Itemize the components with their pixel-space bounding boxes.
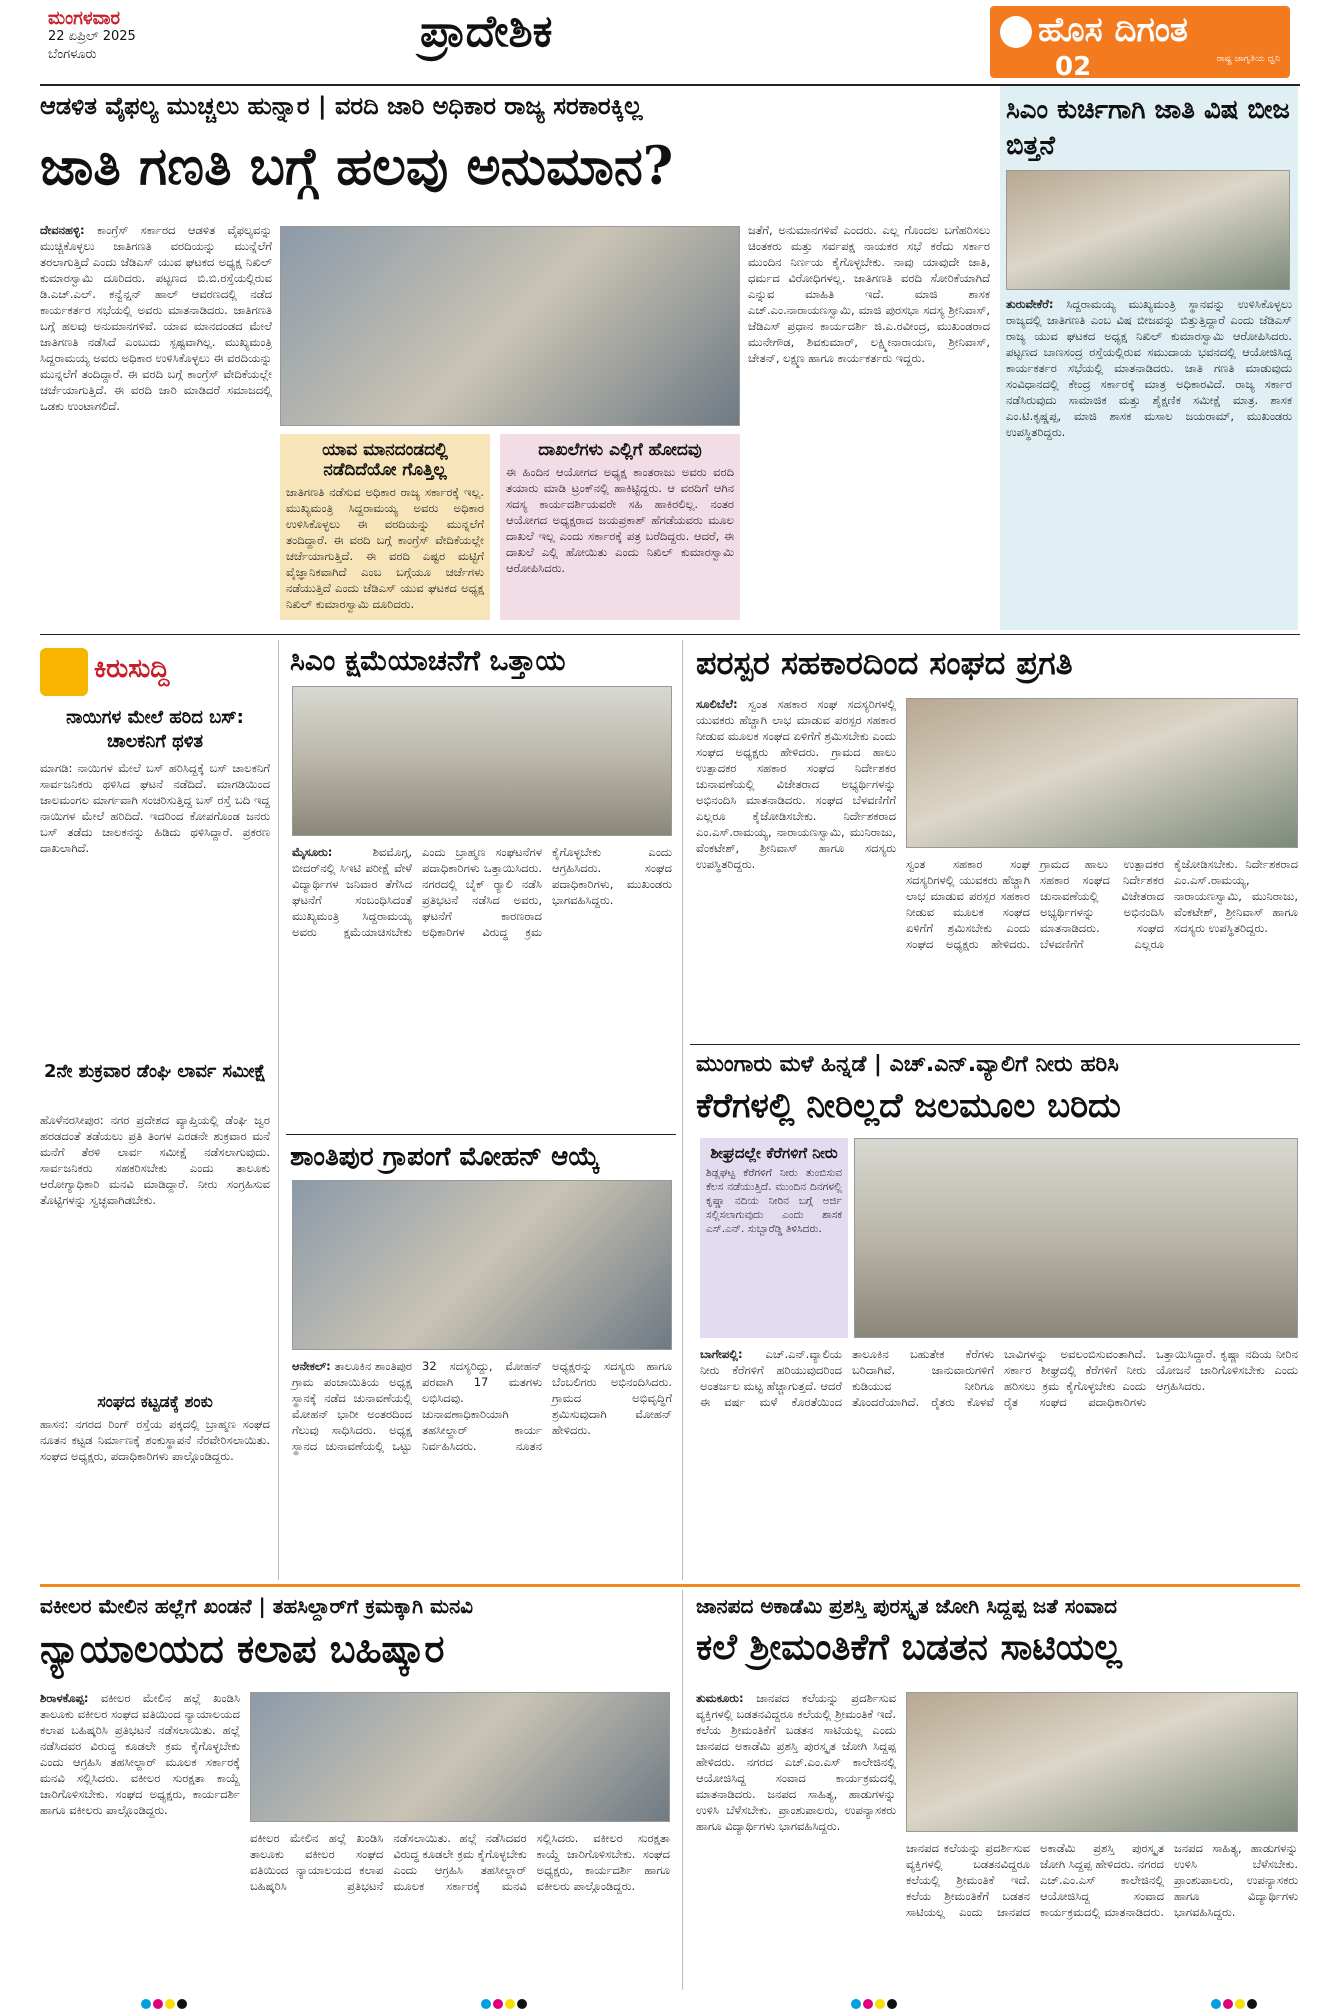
- art-headline: ಕಲೆ ಶ್ರೀಮಂತಿಕೆಗೆ ಬಡತನ ಸಾಟಿಯಲ್ಲ: [696, 1626, 1122, 1668]
- lead-body-col2: ಜತೆಗೆ, ಅನುಮಾನಗಳಿವೆ ಎಂದರು. ಎಲ್ಲ ಗೊಂದಲ ಬಗೆಹರಿಸಲು ಚಿಂತಕರು ಮತ್ತು ಸರ್ವಪಕ್ಷ ನಾಯಕರ ಸಭೆ ಕರೆದು ಸರ್ಕಾರ ಮುಂದಿನ ನಿರ್ಣಯ ಕೈಗೊಳ್ಳಬೇಕು. ನಾವು ಯಾವುದೇ ಜಾತಿ, ಧರ್ಮದ ವಿರೋಧಿಗಳಲ್ಲ. ಜಾತಿಗಣತಿ ವರದಿ ಸೋರಿಕೆಯಾಗಿದೆ ಎನ್ನುವ ಮಾಹಿತಿ ಇದೆ. ಮಾಜಿ ಶಾಸಕ ಎಚ್.ಎಂ.ನಾರಾಯಣಸ್ವಾಮಿ, ಮಾಜಿ ಪುರಸಭಾ ಸದಸ್ಯ ಶ್ರೀನಿವಾಸ್, ಜೆಡಿಎಸ್ ಪ್ರಧಾನ ಕಾರ್ಯದರ್ಶಿ ಜಿ.ಎ.ರವೀಂದ್ರ, ಮುಖಂಡರಾದ ಮುನೇಗೌಡ, ಶಿವಕುಮಾರ್, ಲಕ್ಷ್ಮೀನಾರಾಯಣ, ಶ್ರೀನಿವಾಸ್, ಚೇತನ್, ಲಕ್ಷ್ಮಣ ಹಾಗೂ ಕಾರ್ಯಕರ್ತರು ಇದ್ದರು.: [748, 223, 990, 365]
- lead-box1-text: ಜಾತಿಗಣತಿ ನಡೆಸುವ ಅಧಿಕಾರ ರಾಜ್ಯ ಸರ್ಕಾರಕ್ಕೆ ಇಲ್ಲ. ಮುಖ್ಯಮಂತ್ರಿ ಸಿದ್ದರಾಮಯ್ಯ ಅವರು ಅಧಿಕಾರ ಉಳಿಸಿಕೊಳ್ಳಲು ಈ ವರದಿಯನ್ನು ಮುನ್ನಲೆಗೆ ತಂದಿದ್ದಾರೆ. ಈ ವರದಿ ಬಗ್ಗೆ ಕಾಂಗ್ರೆಸ್ ವೇದಿಕೆಯಲ್ಲೇ ಚರ್ಚೆಯಾಗುತ್ತಿದೆ. ಈ ವರದಿ ಎಷ್ಟರ ಮಟ್ಟಿಗೆ ವೈಜ್ಞಾನಿಕವಾಗಿದೆ ಎಂಬ ಬಗ್ಗೆಯೂ ಚರ್ಚೆಗಳು ನಡೆಯುತ್ತಿದೆ ಎಂದು ಜೆಡಿಎಸ್ ಯುವ ಘಟಕದ ಅಧ್ಯಕ್ಷ ನಿಖಿಲ್ ಕುಮಾರಸ್ವಾಮಿ ದೂರಿದರು.: [286, 485, 484, 611]
- cm-dateline: ಮೈಸೂರು:: [292, 845, 333, 859]
- court-body: ಶಿರಾಳಕೊಪ್ಪ: ವಕೀಲರ ಮೇಲಿನ ಹಲ್ಲೆ ಖಂಡಿಸಿ ತಾಲೂಕು ವಕೀಲರ ಸಂಘದ ವತಿಯಿಂದ ನ್ಯಾಯಾಲಯದ ಕಲಾಪ ಬಹಿಷ್ಕರಿಸಿ ಪ್ರತಿಭಟನೆ ನಡೆಸಲಾಯಿತು. ಹಲ್ಲೆ ನಡೆಸಿದವರ ವಿರುದ್ಧ ಕೂಡಲೇ ಕ್ರಮ ಕೈಗೊಳ್ಳಬೇಕು ಎಂದು ಆಗ್ರಹಿಸಿ ತಹಸೀಲ್ದಾರ್ ಮೂಲಕ ಸರ್ಕಾರಕ್ಕೆ ಮನವಿ ಸಲ್ಲಿಸಿದರು. ವಕೀಲರ ಸುರಕ್ಷತಾ ಕಾಯ್ದೆ ಜಾರಿಗೊಳಿಸಬೇಕು. ಸಂಘದ ಅಧ್ಯಕ್ಷರು, ಕಾರ್ಯದರ್ಶಿ ಹಾಗೂ ವಕೀಲರು ಪಾಲ್ಗೊಂಡಿದ್ದರು.: [40, 1691, 240, 1817]
- art-kicker: ಜಾನಪದ ಅಕಾಡೆಮಿ ಪ್ರಶಸ್ತಿ ಪುರಸ್ಕೃತ ಜೋಗಿ ಸಿದ್ದಪ್ಪ ಜತೆ ಸಂವಾದ: [696, 1594, 1117, 1618]
- art-dateline: ತುಮಕೂರು:: [696, 1691, 744, 1705]
- side-body: ತುರುವೇಕೆರೆ: ಸಿದ್ದರಾಮಯ್ಯ ಮುಖ್ಯಮಂತ್ರಿ ಸ್ಥಾನವನ್ನು ಉಳಿಸಿಕೊಳ್ಳಲು ರಾಜ್ಯದಲ್ಲಿ ಜಾತಿಗಣತಿ ಎಂಬ ವಿಷ ಬೀಜವನ್ನು ಬಿತ್ತುತ್ತಿದ್ದಾರೆ ಎಂದು ಜೆಡಿಎಸ್ ರಾಜ್ಯ ಯುವ ಘಟಕದ ಅಧ್ಯಕ್ಷ ನಿಖಿಲ್ ಕುಮಾರಸ್ವಾಮಿ ಆರೋಪಿಸಿದರು. ಪಟ್ಟಣದ ಬಾಣಸಂದ್ರ ರಸ್ತೆಯಲ್ಲಿರುವ ಸಮುದಾಯ ಭವನದಲ್ಲಿ ಆಯೋಜಿಸಿದ್ದ ಕಾರ್ಯಕರ್ತರ ಸಭೆಯಲ್ಲಿ ಮಾತನಾಡಿದರು. ಜಾತಿ ಗಣತಿ ಮಾಡುವುದು ಸಂವಿಧಾನದಲ್ಲಿ ಕೇಂದ್ರ ಸರ್ಕಾರಕ್ಕೆ ಮಾತ್ರ ಅಧಿಕಾರವಿದೆ. ರಾಜ್ಯ ಸರ್ಕಾರ ನಡೆಸಿರುವುದು ಸಾಮಾಜಿಕ ಮತ್ತು ಶೈಕ್ಷಣಿಕ ಸಮೀಕ್ಷೆ ಮಾತ್ರ. ಶಾಸಕ ಎಂ.ಟಿ.ಕೃಷ್ಣಪ್ಪ, ಮಾಜಿ ಶಾಸಕ ಮಸಾಲ ಜಯರಾಮ್, ಮುಖಂಡರು ಉಪಸ್ಥಿತರಿದ್ದರು.: [1006, 297, 1292, 439]
- court-body-cont: ವಕೀಲರ ಮೇಲಿನ ಹಲ್ಲೆ ಖಂಡಿಸಿ ತಾಲೂಕು ವಕೀಲರ ಸಂಘದ ವತಿಯಿಂದ ನ್ಯಾಯಾಲಯದ ಕಲಾಪ ಬಹಿಷ್ಕರಿಸಿ ಪ್ರತಿಭಟನೆ ನಡೆಸಲಾಯಿತು. ಹಲ್ಲೆ ನಡೆಸಿದವರ ವಿರುದ್ಧ ಕೂಡಲೇ ಕ್ರಮ ಕೈಗೊಳ್ಳಬೇಕು ಎಂದು ಆಗ್ರಹಿಸಿ ತಹಸೀಲ್ದಾರ್ ಮೂಲಕ ಸರ್ಕಾರಕ್ಕೆ ಮನವಿ ಸಲ್ಲಿಸಿದರು. ವಕೀಲರ ಸುರಕ್ಷತಾ ಕಾಯ್ದೆ ಜಾರಿಗೊಳಿಸಬೇಕು. ಸಂಘದ ಅಧ್ಯಕ್ಷರು, ಕಾರ್ಯದರ್ಶಿ ಹಾಗೂ ವಕೀಲರು ಪಾಲ್ಗೊಂಡಿದ್ದರು.: [250, 1831, 670, 1893]
- court-headline: ನ್ಯಾಯಾಲಯದ ಕಲಾಪ ಬಹಿಷ್ಕಾರ: [40, 1626, 445, 1671]
- lead-box1-title: ಯಾವ ಮಾನದಂಡದಲ್ಲಿ ನಡೆದಿದೆಯೋ ಗೊತ್ತಿಲ್ಲ: [322, 440, 448, 480]
- lead-headline: ಜಾತಿ ಗಣತಿ ಬಗ್ಗೆ ಹಲವು ಅನುಮಾನ?: [40, 136, 674, 197]
- lake-kicker: ಮುಂಗಾರು ಮಳೆ ಹಿನ್ನಡೆ | ಎಚ್.ಎನ್.ವ್ಯಾಲಿಗೆ ನೀರು ಹರಿಸಿ: [696, 1052, 1119, 1077]
- lake-dateline: ಬಾಗೇಪಲ್ಲಿ:: [700, 1347, 743, 1361]
- coop-headline: ಪರಸ್ಪರ ಸಹಕಾರದಿಂದ ಸಂಘದ ಪ್ರಗತಿ: [696, 644, 1073, 682]
- side-photo: [1006, 170, 1290, 290]
- cm-headline: ಸಿಎಂ ಕ್ಷಮೆಯಾಚನೆಗೆ ಒತ್ತಾಯ: [290, 644, 566, 677]
- registration-marks: [140, 1994, 188, 2013]
- briefs-label: ಕಿರುಸುದ್ದಿ: [94, 654, 170, 684]
- coop-dateline: ಸೂಲಿಬೆಲೆ:: [696, 697, 738, 711]
- lead-dateline: ದೇವನಹಳ್ಳಿ:: [40, 223, 85, 237]
- masthead: [0, 0, 1338, 84]
- lead-photo: [280, 226, 740, 426]
- registration-marks: [480, 1994, 528, 2013]
- bottom-divider: [682, 1590, 683, 1990]
- shanti-rule: [286, 1134, 676, 1135]
- cm-body: ಮೈಸೂರು: ಶಿವಮೊಗ್ಗ, ಬೀದರ್‌ನಲ್ಲಿ ಸಿಇಟಿ ಪರೀಕ್ಷೆ ವೇಳೆ ವಿದ್ಯಾರ್ಥಿಗಳ ಜನಿವಾರ ತೆಗೆಸಿದ ಘಟನೆಗೆ ಸಂಬಂಧಿಸಿದಂತೆ ಮುಖ್ಯಮಂತ್ರಿ ಸಿದ್ದರಾಮಯ್ಯ ಅವರು ಕ್ಷಮೆಯಾಚಿಸಬೇಕು ಎಂದು ಬ್ರಾಹ್ಮಣ ಸಂಘಟನೆಗಳ ಪದಾಧಿಕಾರಿಗಳು ಒತ್ತಾಯಿಸಿದರು. ನಗರದಲ್ಲಿ ಬೈಕ್ ರ‍್ಯಾಲಿ ನಡೆಸಿ ಪ್ರತಿಭಟನೆ ನಡೆಸಿದ ಅವರು, ಘಟನೆಗೆ ಕಾರಣರಾದ ಅಧಿಕಾರಿಗಳ ವಿರುದ್ಧ ಕ್ರಮ ಕೈಗೊಳ್ಳಬೇಕು ಎಂದು ಆಗ್ರಹಿಸಿದರು. ಸಂಘದ ಪದಾಧಿಕಾರಿಗಳು, ಮುಖಂಡರು ಭಾಗವಹಿಸಿದ್ದರು.: [292, 845, 672, 939]
- edition-city: ಬೆಂಗಳೂರು: [48, 47, 97, 62]
- brief1-body: ಮಾಗಡಿ: ನಾಯಿಗಳ ಮೇಲೆ ಬಸ್ ಹರಿಸಿದ್ದಕ್ಕೆ ಬಸ್ ಚಾಲಕನಿಗೆ ಸಾರ್ವಜನಿಕರು ಥಳಿಸಿದ ಘಟನೆ ನಡೆದಿದೆ. ಮಾಗಡಿಯಿಂದ ಜಾಲಮಂಗಲ ಮಾರ್ಗವಾಗಿ ಸಂಚರಿಸುತ್ತಿದ್ದ ಬಸ್ ರಸ್ತೆ ಬದಿ ಇದ್ದ ನಾಯಿಗಳ ಮೇಲೆ ಹರಿದಿದೆ. ಇದರಿಂದ ಕೋಪಗೊಂಡ ಜನರು ಬಸ್ ತಡೆದು ಚಾಲಕನನ್ನು ಹಿಡಿದು ಥಳಿಸಿದ್ದಾರೆ. ಪ್ರಕರಣ ದಾಖಲಾಗಿದೆ.: [40, 761, 270, 855]
- brief2-headline: 2ನೇ ಶುಕ್ರವಾರ ಡೆಂಘಿ ಲಾರ್ವ ಸಮೀಕ್ಷೆ: [43, 1061, 267, 1082]
- lake-box-text: ಶಿಡ್ಲಘಟ್ಟ ಕೆರೆಗಳಿಗೆ ನೀರು ತುಂಬಿಸುವ ಕೆಲಸ ನಡೆಯುತ್ತಿದೆ. ಮುಂದಿನ ದಿನಗಳಲ್ಲಿ ಕೃಷ್ಣಾ ನದಿಯ ನೀರಿನ ಬಗ್ಗೆ ಅರ್ಜಿ ಸಲ್ಲಿಸಲಾಗುವುದು ಎಂದು ಶಾಸಕ ಎಸ್.ಎನ್. ಸುಬ್ಬಾರೆಡ್ಡಿ ತಿಳಿಸಿದರು.: [706, 1167, 842, 1235]
- lamp-icon: [1000, 16, 1032, 48]
- center-divider: [682, 640, 683, 1580]
- briefs-divider: [278, 640, 279, 1580]
- lake-box: [700, 1138, 848, 1338]
- registration-marks: [850, 1994, 898, 2013]
- brief1-headline: ನಾಯಿಗಳ ಮೇಲೆ ಹರಿದ ಬಸ್: ಚಾಲಕನಿಗೆ ಥಳಿತ: [66, 707, 244, 752]
- lake-rule: [690, 1044, 1300, 1045]
- coop-photo: [906, 698, 1298, 848]
- shanti-photo: [292, 1180, 672, 1350]
- side-dateline: ತುರುವೇಕೆರೆ:: [1006, 297, 1054, 311]
- art-body: ತುಮಕೂರು: ಜಾನಪದ ಕಲೆಯನ್ನು ಪ್ರದರ್ಶಿಸುವ ವ್ಯಕ್ತಿಗಳಲ್ಲಿ ಬಡತನವಿದ್ದರೂ ಕಲೆಯಲ್ಲಿ ಶ್ರೀಮಂತಿಕೆ ಇದೆ. ಕಲೆಯ ಶ್ರೀಮಂತಿಕೆಗೆ ಬಡತನ ಸಾಟಿಯಲ್ಲ ಎಂದು ಜಾನಪದ ಅಕಾಡೆಮಿ ಪ್ರಶಸ್ತಿ ಪುರಸ್ಕೃತ ಜೋಗಿ ಸಿದ್ದಪ್ಪ ಹೇಳಿದರು. ನಗರದ ಎಚ್.ಎಂ.ಎಸ್ ಕಾಲೇಜಿನಲ್ಲಿ ಆಯೋಜಿಸಿದ್ದ ಸಂವಾದ ಕಾರ್ಯಕ್ರಮದಲ್ಲಿ ಮಾತನಾಡಿದರು. ಜನಪದ ಸಾಹಿತ್ಯ, ಹಾಡುಗಳನ್ನು ಉಳಿಸಿ ಬೆಳೆಸಬೇಕು. ಪ್ರಾಂಶುಪಾಲರು, ಉಪನ್ಯಾಸಕರು ಹಾಗೂ ವಿದ್ಯಾರ್ಥಿಗಳು ಭಾಗವಹಿಸಿದ್ದರು.: [696, 1691, 896, 1833]
- art-body-cont: ಜಾನಪದ ಕಲೆಯನ್ನು ಪ್ರದರ್ಶಿಸುವ ವ್ಯಕ್ತಿಗಳಲ್ಲಿ ಬಡತನವಿದ್ದರೂ ಕಲೆಯಲ್ಲಿ ಶ್ರೀಮಂತಿಕೆ ಇದೆ. ಕಲೆಯ ಶ್ರೀಮಂತಿಕೆಗೆ ಬಡತನ ಸಾಟಿಯಲ್ಲ ಎಂದು ಜಾನಪದ ಅಕಾಡೆಮಿ ಪ್ರಶಸ್ತಿ ಪುರಸ್ಕೃತ ಜೋಗಿ ಸಿದ್ದಪ್ಪ ಹೇಳಿದರು. ನಗರದ ಎಚ್.ಎಂ.ಎಸ್ ಕಾಲೇಜಿನಲ್ಲಿ ಆಯೋಜಿಸಿದ್ದ ಸಂವಾದ ಕಾರ್ಯಕ್ರಮದಲ್ಲಿ ಮಾತನಾಡಿದರು. ಜನಪದ ಸಾಹಿತ್ಯ, ಹಾಡುಗಳನ್ನು ಉಳಿಸಿ ಬೆಳೆಸಬೇಕು. ಪ್ರಾಂಶುಪಾಲರು, ಉಪನ್ಯಾಸಕರು ಹಾಗೂ ವಿದ್ಯಾರ್ಥಿಗಳು ಭಾಗವಹಿಸಿದ್ದರು.: [906, 1841, 1298, 1919]
- court-kicker: ವಕೀಲರ ಮೇಲಿನ ಹಲ್ಲೆಗೆ ಖಂಡನೆ | ತಹಸಿಲ್ದಾರ್‌ಗೆ ಕ್ರಮಕ್ಕಾಗಿ ಮನವಿ: [40, 1594, 474, 1618]
- shanti-dateline: ಆನೇಕಲ್:: [292, 1359, 331, 1373]
- shanti-body: ಆನೇಕಲ್: ತಾಲೂಕಿನ ಶಾಂತಿಪುರ ಗ್ರಾಮ ಪಂಚಾಯಿತಿಯ ಅಧ್ಯಕ್ಷ ಸ್ಥಾನಕ್ಕೆ ನಡೆದ ಚುನಾವಣೆಯಲ್ಲಿ ಮೋಹನ್ ಭಾರೀ ಅಂತರದಿಂದ ಗೆಲುವು ಸಾಧಿಸಿದರು. ಅಧ್ಯಕ್ಷ ಸ್ಥಾನದ ಚುನಾವಣೆಯಲ್ಲಿ ಒಟ್ಟು 32 ಸದಸ್ಯರಿದ್ದು, ಮೋಹನ್ ಪರವಾಗಿ 17 ಮತಗಳು ಲಭಿಸಿದವು. ಚುನಾವಣಾಧಿಕಾರಿಯಾಗಿ ತಹಸೀಲ್ದಾರ್ ಕಾರ್ಯ ನಿರ್ವಹಿಸಿದರು. ನೂತನ ಅಧ್ಯಕ್ಷರನ್ನು ಸದಸ್ಯರು ಹಾಗೂ ಬೆಂಬಲಿಗರು ಅಭಿನಂದಿಸಿದರು. ಗ್ರಾಮದ ಅಭಿವೃದ್ಧಿಗೆ ಶ್ರಮಿಸುವುದಾಗಿ ಮೋಹನ್ ಹೇಳಿದರು.: [292, 1359, 672, 1453]
- lead-kicker: ಆಡಳಿತ ವೈಫಲ್ಯ ಮುಚ್ಚಲು ಹುನ್ನಾರ | ವರದಿ ಜಾರಿ ಅಧಿಕಾರ ರಾಜ್ಯ ಸರಕಾರಕ್ಕಿಲ್ಲ: [40, 92, 643, 120]
- pointing-hand-icon: [40, 648, 88, 696]
- lake-headline: ಕೆರೆಗಳಲ್ಲಿ ನೀರಿಲ್ಲದೆ ಜಲಮೂಲ ಬರಿದು: [696, 1086, 1121, 1126]
- lead-box2-text: ಈ ಹಿಂದಿನ ಆಯೋಗದ ಅಧ್ಯಕ್ಷ ಕಾಂತರಾಜು ಅವರು ವರದಿ ತಯಾರು ಮಾಡಿ ಟ್ರಂಕ್‌ನಲ್ಲಿ ಹಾಕಿಟ್ಟಿದ್ದರು. ಆ ವರದಿಗೆ ಆಗಿನ ಸದಸ್ಯ ಕಾರ್ಯದರ್ಶಿಯವರೇ ಸಹಿ ಹಾಕಿರಲಿಲ್ಲ. ನಂತರ ಆಯೋಗದ ಅಧ್ಯಕ್ಷರಾದ ಜಯಪ್ರಕಾಶ್ ಹೆಗಡೆಯವರು ಮೂಲ ದಾಖಲೆ ಇಲ್ಲ ಎಂದು ಸರ್ಕಾರಕ್ಕೆ ಪತ್ರ ಬರೆದಿದ್ದರು. ಆದರೆ, ಈ ದಾಖಲೆ ಎಲ್ಲಿ ಹೋಯಿತು ಎಂದು ನಿಖಿಲ್ ಕುಮಾರಸ್ವಾಮಿ ಆರೋಪಿಸಿದರು.: [506, 465, 734, 575]
- paper-tagline: ರಾಷ್ಟ್ರ ಜಾಗೃತಿಯ ಧ್ವನಿ: [1216, 54, 1280, 64]
- issue-date: 22 ಏಪ್ರಿಲ್ 2025: [48, 29, 136, 44]
- side-story: [1000, 86, 1298, 630]
- row-rule-2: [40, 1584, 1300, 1587]
- art-photo: [906, 1692, 1298, 1832]
- side-headline: ಸಿಎಂ ಕುರ್ಚಿಗಾಗಿ ಜಾತಿ ವಿಷ ಬೀಜ ಬಿತ್ತನೆ: [1006, 95, 1290, 161]
- lead-box2-title: ದಾಖಲೆಗಳು ಎಲ್ಲಿಗೆ ಹೋದವು: [538, 440, 702, 460]
- brief3-body: ಹಾಸನ: ನಗರದ ರಿಂಗ್ ರಸ್ತೆಯ ಪಕ್ಕದಲ್ಲಿ ಬ್ರಾಹ್ಮಣ ಸಂಘದ ನೂತನ ಕಟ್ಟಡ ನಿರ್ಮಾಣಕ್ಕೆ ಶಂಕುಸ್ಥಾಪನೆ ನೆರವೇರಿಸಲಾಯಿತು. ಸಂಘದ ಅಧ್ಯಕ್ಷರು, ಪದಾಧಿಕಾರಿಗಳು ಪಾಲ್ಗೊಂಡಿದ್ದರು.: [40, 1417, 270, 1463]
- lead-box-standard: [280, 434, 490, 620]
- coop-body: ಸೂಲಿಬೆಲೆ: ಸ್ವಂತ ಸಹಕಾರ ಸಂಘ ಸದಸ್ಯರಿಗಳಲ್ಲಿ ಯುವಕರು ಹೆಚ್ಚಾಗಿ ಲಾಭ ಮಾಡುವ ಪರಸ್ಪರ ಸಹಕಾರ ನೀಡುವ ಮೂಲಕ ಸಂಘದ ಏಳಿಗೆಗೆ ಶ್ರಮಿಸಬೇಕು ಎಂದು ಸಂಘದ ಅಧ್ಯಕ್ಷರು ಹೇಳಿದರು. ಗ್ರಾಮದ ಹಾಲು ಉತ್ಪಾದಕರ ಸಹಕಾರ ಸಂಘದ ನಿರ್ದೇಶಕರ ಚುನಾವಣೆಯಲ್ಲಿ ವಿಜೇತರಾದ ಅಭ್ಯರ್ಥಿಗಳನ್ನು ಅಭಿನಂದಿಸಿ ಮಾತನಾಡಿದರು. ಸಂಘದ ಬೆಳವಣಿಗೆಗೆ ಎಲ್ಲರೂ ಕೈಜೋಡಿಸಬೇಕು. ನಿರ್ದೇಶಕರಾದ ಎಂ.ಎಸ್.ರಾಮಯ್ಯ, ನಾರಾಯಣಸ್ವಾಮಿ, ಮುನಿರಾಜು, ವೆಂಕಟೇಶ್, ಶ್ರೀನಿವಾಸ್ ಹಾಗೂ ಸದಸ್ಯರು ಉಪಸ್ಥಿತರಿದ್ದರು.: [696, 697, 897, 871]
- page-number: 02: [1055, 52, 1092, 82]
- paper-logo: [990, 6, 1290, 78]
- shanti-headline: ಶಾಂತಿಪುರ ಗ್ರಾಪಂಗೆ ಮೋಹನ್ ಆಯ್ಕೆ: [290, 1142, 600, 1172]
- date-block: [48, 10, 136, 64]
- court-photo: [250, 1692, 670, 1822]
- section-title: ಪ್ರಾದೇಶಿಕ: [420, 6, 553, 57]
- paper-name: ಹೊಸ ದಿಗಂತ: [1038, 10, 1188, 50]
- brief2-body: ಹೊಳೆನರಸೀಪುರ: ನಗರ ಪ್ರದೇಶದ ವ್ಯಾಪ್ತಿಯಲ್ಲಿ ಡೆಂಘಿ ಜ್ವರ ಹರಡದಂತೆ ತಡೆಯಲು ಪ್ರತಿ ತಿಂಗಳ ಎರಡನೇ ಶುಕ್ರವಾರ ಮನೆ ಮನೆಗೆ ತೆರಳಿ ಲಾರ್ವ ಸಮೀಕ್ಷೆ ನಡೆಸಲಾಗುವುದು. ಸಾರ್ವಜನಿಕರು ಸಹಕರಿಸಬೇಕು ಎಂದು ತಾಲೂಕು ಆರೋಗ್ಯಾಧಿಕಾರಿ ಮನವಿ ಮಾಡಿದ್ದಾರೆ. ನೀರು ಸಂಗ್ರಹಿಸುವ ತೊಟ್ಟಿಗಳನ್ನು ಸ್ವಚ್ಛವಾಗಿಡಬೇಕು.: [40, 1113, 270, 1207]
- lake-photo: [854, 1138, 1298, 1338]
- lead-body-col1: ದೇವನಹಳ್ಳಿ: ಕಾಂಗ್ರೆಸ್ ಸರ್ಕಾರದ ಆಡಳಿತ ವೈಫಲ್ಯವನ್ನು ಮುಚ್ಚಿಕೊಳ್ಳಲು ಜಾತಿಗಣತಿ ವರದಿಯನ್ನು ಮುನ್ನೆಲೆಗೆ ತರಲಾಗುತ್ತಿದೆ ಎಂದು ಜೆಡಿಎಸ್ ಯುವ ಘಟಕದ ಅಧ್ಯಕ್ಷ ನಿಖಿಲ್ ಕುಮಾರಸ್ವಾಮಿ ದೂರಿದರು. ಪಟ್ಟಣದ ಬಿ.ಬಿ.ರಸ್ತೆಯಲ್ಲಿರುವ ಡಿ.ಎಚ್.ಎಲ್. ಕನ್ವೆನ್ಷನ್ ಹಾಲ್ ಆವರಣದಲ್ಲಿ ನಡೆದ ಕಾರ್ಯಕರ್ತರ ಸಭೆಯಲ್ಲಿ ಅವರು ಮಾತನಾಡಿದರು. ಜಾತಿಗಣತಿ ಬಗ್ಗೆ ಹಲವು ಅನುಮಾನಗಳಿವೆ. ಯಾವ ಮಾನದಂಡದ ಮೇಲೆ ಜಾತಿಗಣತಿ ನಡೆಸಿದೆ ಎಂಬುದು ಸ್ಪಷ್ಟವಾಗಿಲ್ಲ. ಮುಖ್ಯಮಂತ್ರಿ ಸಿದ್ದರಾಮಯ್ಯ ಅವರು ಅಧಿಕಾರ ಉಳಿಸಿಕೊಳ್ಳಲು ಈ ವರದಿಯನ್ನು ಮುನ್ನಲೆಗೆ ತಂದಿದ್ದಾರೆ. ಈ ವರದಿ ಬಗ್ಗೆ ಕಾಂಗ್ರೆಸ್ ವೇದಿಕೆಯಲ್ಲೇ ಚರ್ಚೆಯಾಗುತ್ತಿದೆ. ಈ ವರದಿ ಜಾರಿ ಮಾಡಿದರೆ ಸಮಾಜದಲ್ಲಿ ಒಡಕು ಉಂಟಾಗಲಿದೆ.: [40, 223, 272, 413]
- brief3-headline: ಸಂಘದ ಕಟ್ಟಡಕ್ಕೆ ಶಂಕು: [97, 1392, 213, 1411]
- coop-body-cont: ಸ್ವಂತ ಸಹಕಾರ ಸಂಘ ಸದಸ್ಯರಿಗಳಲ್ಲಿ ಯುವಕರು ಹೆಚ್ಚಾಗಿ ಲಾಭ ಮಾಡುವ ಪರಸ್ಪರ ಸಹಕಾರ ನೀಡುವ ಮೂಲಕ ಸಂಘದ ಏಳಿಗೆಗೆ ಶ್ರಮಿಸಬೇಕು ಎಂದು ಸಂಘದ ಅಧ್ಯಕ್ಷರು ಹೇಳಿದರು. ಗ್ರಾಮದ ಹಾಲು ಉತ್ಪಾದಕರ ಸಹಕಾರ ಸಂಘದ ನಿರ್ದೇಶಕರ ಚುನಾವಣೆಯಲ್ಲಿ ವಿಜೇತರಾದ ಅಭ್ಯರ್ಥಿಗಳನ್ನು ಅಭಿನಂದಿಸಿ ಮಾತನಾಡಿದರು. ಸಂಘದ ಬೆಳವಣಿಗೆಗೆ ಎಲ್ಲರೂ ಕೈಜೋಡಿಸಬೇಕು. ನಿರ್ದೇಶಕರಾದ ಎಂ.ಎಸ್.ರಾಮಯ್ಯ, ನಾರಾಯಣಸ್ವಾಮಿ, ಮುನಿರಾಜು, ವೆಂಕಟೇಶ್, ಶ್ರೀನಿವಾಸ್ ಹಾಗೂ ಸದಸ್ಯರು ಉಪಸ್ಥಿತರಿದ್ದರು.: [906, 857, 1298, 951]
- weekday: ಮಂಗಳವಾರ: [48, 8, 121, 29]
- lake-body: ಬಾಗೇಪಲ್ಲಿ: ಎಚ್.ಎನ್.ವ್ಯಾಲಿಯ ನೀರು ಕೆರೆಗಳಿಗೆ ಹರಿಯುವುದರಿಂದ ಅಂತರ್ಜಲ ಮಟ್ಟ ಹೆಚ್ಚಾಗುತ್ತದೆ. ಆದರೆ ಈ ವರ್ಷ ಮಳೆ ಕೊರತೆಯಿಂದ ತಾಲೂಕಿನ ಬಹುತೇಕ ಕೆರೆಗಳು ಬರಿದಾಗಿವೆ. ಜಾನುವಾರುಗಳಿಗೆ ಕುಡಿಯುವ ನೀರಿಗೂ ತೊಂದರೆಯಾಗಿದೆ. ರೈತರು ಕೊಳವೆ ಬಾವಿಗಳನ್ನು ಅವಲಂಬಿಸುವಂತಾಗಿದೆ. ಸರ್ಕಾರ ಶೀಘ್ರದಲ್ಲಿ ಕೆರೆಗಳಿಗೆ ನೀರು ಹರಿಸಲು ಕ್ರಮ ಕೈಗೊಳ್ಳಬೇಕು ಎಂದು ರೈತ ಸಂಘದ ಪದಾಧಿಕಾರಿಗಳು ಒತ್ತಾಯಿಸಿದ್ದಾರೆ. ಕೃಷ್ಣಾ ನದಿಯ ನೀರಿನ ಯೋಜನೆ ಜಾರಿಗೊಳಿಸಬೇಕು ಎಂದು ಆಗ್ರಹಿಸಿದರು.: [700, 1347, 1298, 1409]
- court-dateline: ಶಿರಾಳಕೊಪ್ಪ:: [40, 1691, 89, 1705]
- lake-box-title: ಶೀಘ್ರದಲ್ಲೇ ಕೆರೆಗಳಿಗೆ ನೀರು: [710, 1144, 838, 1162]
- cm-photo: [292, 686, 672, 836]
- row-rule-1: [40, 634, 1300, 635]
- registration-marks: [1210, 1994, 1258, 2013]
- briefs-banner: [40, 644, 270, 700]
- lead-box-records: [500, 434, 740, 620]
